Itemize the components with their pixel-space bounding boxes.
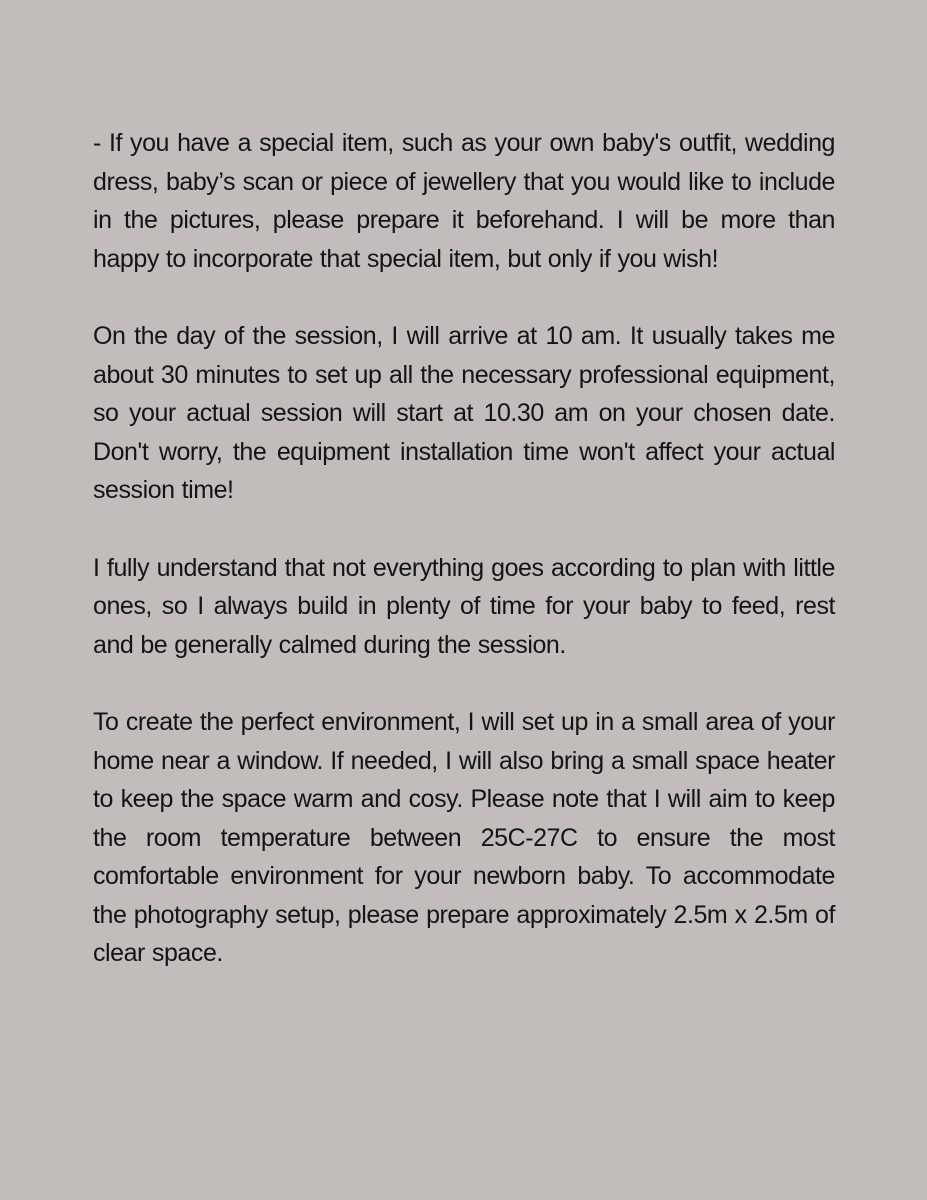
document-body (93, 124, 835, 973)
paragraph-special-item: - If you have a special item, such as your own baby's outfit, wedding dress, baby’s scan or piece of jewellery that you would like to include in the pictures, please prepare it beforehand. I will be more than happy to incorporate that special item, but only if you wish! (93, 129, 835, 273)
paragraph-session-day: On the day of the session, I will arrive at 10 am. It usually takes me about 30 minutes to set up all the necessary professional equipment, so your actual session will start at 10.30 am on your chosen date. Don't worry, the equipment installation time won't affect your actual session time! (93, 321, 835, 505)
paragraph-little-ones: I fully understand that not everything goes according to plan with little ones, so I always build in plenty of time for your baby to feed, rest and be generally calmed during the session. (93, 553, 835, 659)
paragraph-environment: To create the perfect environment, I will set up in a small area of your home near a window. If needed, I will also bring a small space heater to keep the space warm and cosy. Please note that I will aim to keep the room temperature between 25C-27C to ensure the most comfortable environment for your newborn baby. To accommodate the photography setup, please prepare approximately 2.5m x 2.5m of clear space. (93, 707, 835, 968)
